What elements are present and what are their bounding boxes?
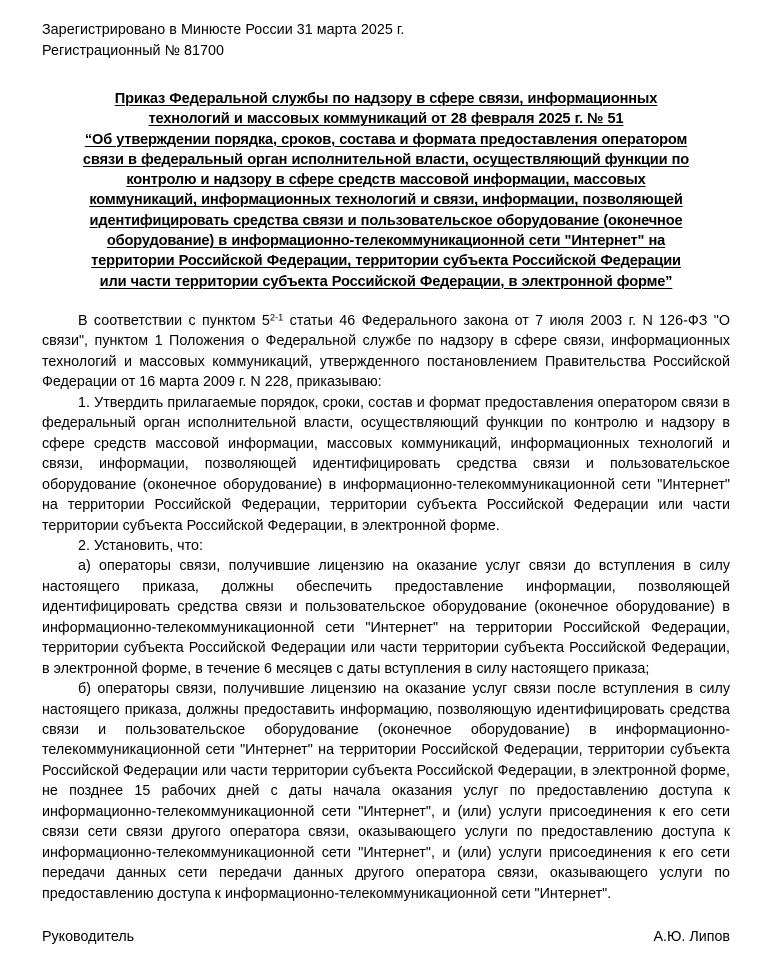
preamble-part-2: статьи 46 Федерального закона от 7 июля 2003 г. N 126-ФЗ "О связи", пунктом 1 Положения о Федеральной службе по надзору в сфере связи, информационных технологий и массовых коммуникаций, утвержденного постановлением Правительства Российской Федерации от 16 марта 2009 г. N 228, приказываю: [42,312,730,391]
title-line-1: Приказ Федеральной службы по надзору в сфере связи, информационных [114,91,658,107]
document-title [42,89,730,292]
paragraph-item-1: 1. Утвердить прилагаемые порядок, сроки, состав и формат предоставления оператором связи в федеральный орган исполнительной власти, осуществляющий функции по контролю и надзору в сфере средств массовой информации, массовых коммуникаций, информационных технологий и связи, информации, позволяющей идентифицировать средства связи и пользовательское оборудование (оконечное оборудование) в информационно-телекоммуникационной сети "Интернет" на территории Российской Федерации, территории субъекта Российской Федерации или части территории субъекта Российской Федерации, в электронной форме. [42,394,730,534]
signature-position: Руководитель [42,929,135,945]
title-line-4: связи в федеральный орган исполнительной власти, осуществляющий функции по [82,151,690,168]
title-line-7: идентифицировать средства связи и пользовательское оборудование (оконечное [89,212,683,229]
paragraph-item-2b: б) операторы связи, получившие лицензию на оказание услуг связи после вступления в силу настоящего приказа, должны предоставить информацию, позволяющую идентифицировать средства связи и пользовательское оборудование (оконечное оборудование) в информационно-телекоммуникационной сети "Интернет" на территории Российской Федерации, территории субъекта Российской Федерации или части территории субъекта Российской Федерации, в электронной форме, не позднее 15 рабочих дней с даты начала оказания услуг по предоставлению доступа к информационно-телекоммуникационной сети "Интернет", и (или) услуги присоединения к его сети связи сети связи другого оператора связи, оказывающего услуги по предоставлению доступа к информационно-телекоммуникационной сети "Интернет", и (или) услуги присоединения к его сети передачи данных сети передачи данных другого оператора связи, оказывающего услуги по предоставлению доступа к информационно-телекоммуникационной сети "Интернет". [42,681,730,902]
document-body [42,311,730,904]
registration-block [42,18,730,61]
title-line-10: или части территории субъекта Российской Федерации, в электронной форме” [99,273,673,290]
signature-row [42,927,730,947]
title-line-8: оборудование) в информационно-телекоммуникационной сети "Интернет" на [106,233,666,250]
title-line-2: технологий и массовых коммуникаций от 28 февраля 2025 г. № 51 [148,111,624,128]
title-line-5: контролю и надзору в сфере средств массовой информации, массовых [126,172,646,189]
paragraph-item-2: 2. Установить, что: [78,537,204,554]
paragraph-item-2a: а) операторы связи, получившие лицензию на оказание услуг связи до вступления в силу настоящего приказа, должны обеспечить предоставление информации, позволяющей идентифицировать средства связи и пользовательское оборудование (оконечное оборудование) в информационно-телекоммуникационной сети "Интернет" на территории Российской Федерации, территории субъекта Российской Федерации или части территории субъекта Российской Федерации, в электронной форме, в течение 6 месяцев с даты вступления в силу настоящего приказа; [42,558,730,677]
footnote-superscript: 2-1 [269,312,284,323]
title-line-3: “Об утверждении порядка, сроков, состава и формата предоставления оператором [84,131,688,148]
registration-line-2: Регистрационный № 81700 [42,42,225,59]
paragraph-preamble [42,311,730,393]
title-line-9: территории Российской Федерации, территории субъекта Российской Федерации [91,253,681,270]
title-line-6: коммуникаций, информационных технологий и связи, информации, позволяющей [89,192,683,209]
preamble-part-1: В соответствии с пунктом 5 [78,312,270,329]
signature-name: А.Ю. Липов [653,929,730,945]
registration-line-1: Зарегистрировано в Минюсте России 31 марта 2025 г. [42,22,405,38]
